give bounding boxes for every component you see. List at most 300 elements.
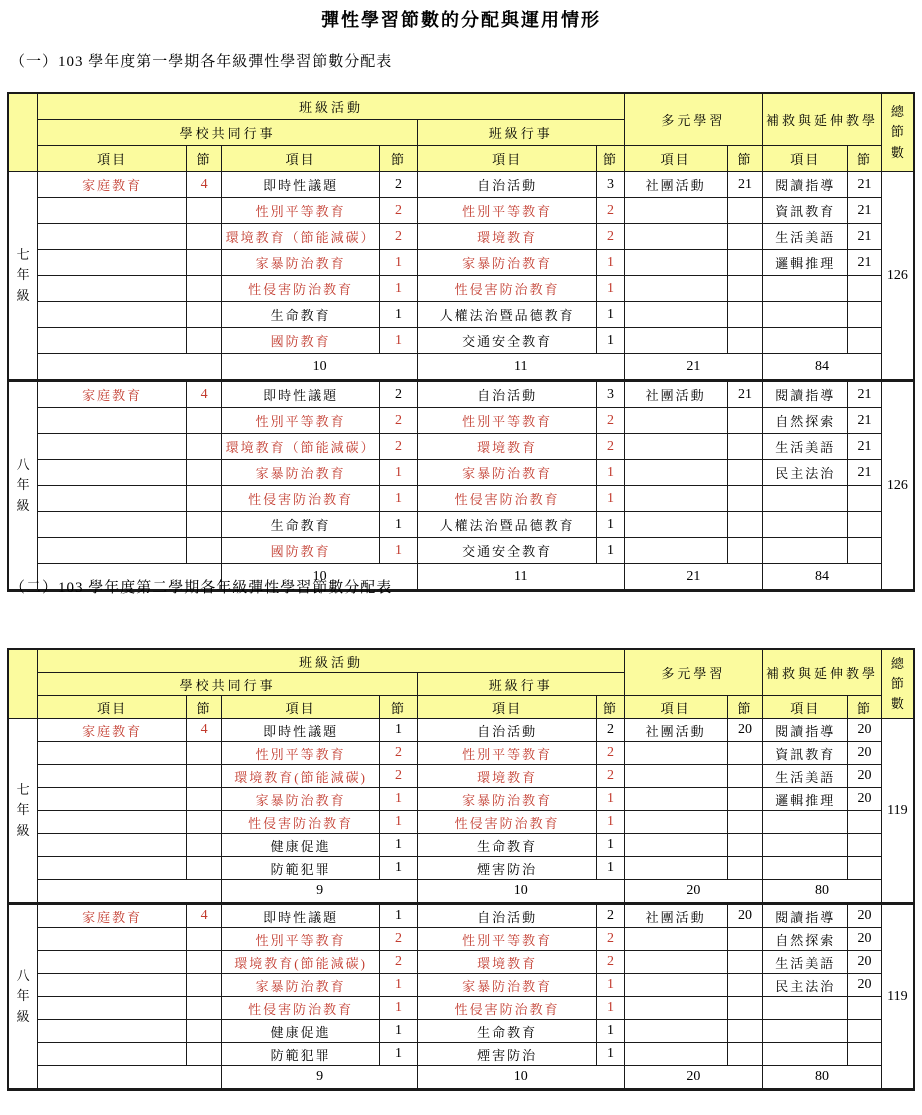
header-periods: 節 [186,696,221,719]
periods-cell: 2 [597,742,624,765]
periods-cell: 20 [848,742,882,765]
periods-cell [848,538,882,564]
header-periods: 節 [727,696,762,719]
periods-cell [848,328,882,354]
item-cell: 防範犯罪 [222,857,380,880]
periods-cell [727,460,762,486]
item-cell: 家暴防治教育 [417,250,596,276]
item-cell [763,486,848,512]
item-cell [763,997,848,1020]
item-cell: 家暴防治教育 [222,250,380,276]
periods-cell [727,928,762,951]
item-cell: 邏輯推理 [763,788,848,811]
header-multi-learning: 多元學習 [624,93,763,146]
header-periods: 節 [597,696,624,719]
grade-label-text: 八年級 [16,457,30,513]
periods-cell [186,486,221,512]
item-cell [38,951,187,974]
item-cell: 性別平等教育 [417,928,596,951]
item-cell [624,198,727,224]
periods-cell: 20 [848,765,882,788]
item-cell [38,974,187,997]
item-cell: 即時性議題 [222,719,380,742]
grade-total-cell: 119 [881,719,914,904]
periods-cell [186,857,221,880]
item-cell: 人權法治暨品德教育 [417,302,596,328]
item-cell [38,198,187,224]
periods-cell [727,974,762,997]
item-cell: 家暴防治教育 [222,974,380,997]
item-cell: 生命教育 [417,1020,596,1043]
header-periods: 節 [597,146,624,172]
periods-cell: 1 [597,276,624,302]
periods-cell: 20 [848,904,882,928]
header-total-periods [881,649,914,719]
item-cell: 自治活動 [417,172,596,198]
periods-cell [186,951,221,974]
item-cell [38,302,187,328]
periods-cell [186,811,221,834]
allocation-table-semester-2 [7,648,915,1091]
item-cell: 家庭教育 [38,381,187,408]
periods-cell: 1 [379,250,417,276]
item-cell [624,538,727,564]
periods-cell: 1 [597,512,624,538]
periods-cell: 1 [379,276,417,302]
periods-cell: 2 [597,719,624,742]
item-cell [38,834,187,857]
item-cell: 資訊教育 [763,198,848,224]
periods-cell: 2 [379,951,417,974]
periods-cell [186,834,221,857]
periods-cell: 1 [379,302,417,328]
item-cell: 即時性議題 [222,172,380,198]
item-cell [38,1043,187,1066]
item-cell [38,857,187,880]
periods-cell [727,224,762,250]
item-cell [763,1020,848,1043]
periods-cell: 2 [597,408,624,434]
item-cell: 性別平等教育 [222,742,380,765]
item-cell [624,434,727,460]
item-cell [624,486,727,512]
header-item: 項目 [222,696,380,719]
item-cell [624,997,727,1020]
item-cell: 環境教育(節能減碳) [222,951,380,974]
subtotal-cell: 80 [763,1066,882,1090]
header-class-affairs: 班級行事 [417,673,624,696]
periods-cell: 2 [597,928,624,951]
header-periods: 節 [848,146,882,172]
periods-cell [727,1043,762,1066]
item-cell: 家暴防治教育 [417,460,596,486]
periods-cell [727,811,762,834]
item-cell: 生活美語 [763,224,848,250]
periods-cell [727,250,762,276]
periods-cell [186,742,221,765]
periods-cell: 2 [379,381,417,408]
item-cell [38,765,187,788]
item-cell: 自治活動 [417,719,596,742]
subtotal-cell: 21 [624,354,763,381]
item-cell: 家暴防治教育 [222,460,380,486]
periods-cell: 1 [379,997,417,1020]
header-item: 項目 [417,146,596,172]
item-cell: 性侵害防治教育 [222,276,380,302]
periods-cell [848,276,882,302]
periods-cell [186,198,221,224]
grade-label [8,172,38,381]
item-cell [38,408,187,434]
periods-cell: 21 [848,198,882,224]
item-cell [624,408,727,434]
item-cell [763,811,848,834]
subtotal-cell: 21 [624,564,763,591]
periods-cell [848,486,882,512]
subtotal-cell: 80 [763,880,882,904]
header-item: 項目 [624,146,727,172]
item-cell: 自治活動 [417,381,596,408]
periods-cell: 3 [597,381,624,408]
periods-cell: 1 [597,811,624,834]
item-cell [624,250,727,276]
periods-cell: 2 [379,434,417,460]
periods-cell: 2 [597,198,624,224]
item-cell [624,512,727,538]
periods-cell: 4 [186,381,221,408]
periods-cell [848,1043,882,1066]
header-total-periods-text: 總節數 [890,104,904,160]
periods-cell [727,276,762,302]
periods-cell: 2 [597,224,624,250]
periods-cell: 1 [597,974,624,997]
periods-cell: 21 [848,460,882,486]
item-cell: 環境教育 [417,434,596,460]
header-item: 項目 [38,146,187,172]
header-remedial-extended: 補救與延伸教學 [763,93,882,146]
subtotal-cell: 10 [222,564,418,591]
item-cell [624,302,727,328]
periods-cell [727,486,762,512]
item-cell [38,460,187,486]
periods-cell: 1 [379,834,417,857]
periods-cell: 2 [597,765,624,788]
periods-cell [186,224,221,250]
item-cell [38,811,187,834]
periods-cell: 1 [379,974,417,997]
header-total-periods [881,93,914,172]
item-cell [624,788,727,811]
grade-label [8,904,38,1090]
item-cell [624,742,727,765]
item-cell [624,834,727,857]
item-cell [38,788,187,811]
item-cell [624,811,727,834]
periods-cell: 2 [379,765,417,788]
periods-cell: 20 [848,974,882,997]
periods-cell [186,1020,221,1043]
periods-cell [186,460,221,486]
periods-cell: 1 [597,1020,624,1043]
periods-cell [727,834,762,857]
header-total-periods-text: 總節數 [890,655,904,712]
item-cell: 閱讀指導 [763,381,848,408]
item-cell [624,974,727,997]
item-cell [763,276,848,302]
header-periods: 節 [379,696,417,719]
header-class-activity: 班級活動 [38,649,624,673]
header-item: 項目 [763,696,848,719]
header-item: 項目 [38,696,187,719]
periods-cell: 4 [186,172,221,198]
subtotal-cell: 84 [763,354,882,381]
periods-cell: 2 [379,742,417,765]
header-class-activity: 班級活動 [38,93,624,120]
periods-cell: 1 [379,719,417,742]
item-cell [624,328,727,354]
periods-cell [727,408,762,434]
periods-cell: 1 [597,460,624,486]
periods-cell [186,408,221,434]
item-cell [38,434,187,460]
item-cell: 閱讀指導 [763,719,848,742]
item-cell: 環境教育 [417,224,596,250]
item-cell [763,1043,848,1066]
item-cell: 人權法治暨品德教育 [417,512,596,538]
periods-cell: 21 [848,172,882,198]
item-cell: 性別平等教育 [417,408,596,434]
periods-cell: 1 [379,811,417,834]
subtotal-cell: 84 [763,564,882,591]
periods-cell: 1 [597,486,624,512]
periods-cell [848,834,882,857]
item-cell: 生命教育 [222,302,380,328]
periods-cell: 1 [597,302,624,328]
header-periods: 節 [727,146,762,172]
page-title: 彈性學習節數的分配與運用情形 [321,10,601,30]
item-cell: 健康促進 [222,1020,380,1043]
item-cell [38,250,187,276]
corner-cell [8,649,38,719]
item-cell [763,538,848,564]
periods-cell [727,997,762,1020]
periods-cell: 1 [379,328,417,354]
periods-cell [727,538,762,564]
item-cell: 性侵害防治教育 [417,276,596,302]
periods-cell: 1 [379,904,417,928]
periods-cell: 2 [379,198,417,224]
corner-cell [8,93,38,172]
grade-total-cell: 126 [881,381,914,591]
item-cell [624,928,727,951]
item-cell: 煙害防治 [417,857,596,880]
item-cell: 邏輯推理 [763,250,848,276]
subtotal-cell: 9 [222,1066,418,1090]
periods-cell: 1 [597,328,624,354]
item-cell: 健康促進 [222,834,380,857]
item-cell: 家庭教育 [38,172,187,198]
subtotal-cell: 11 [417,564,624,591]
periods-cell [727,302,762,328]
periods-cell [727,765,762,788]
item-cell: 家暴防治教育 [417,974,596,997]
header-item: 項目 [222,146,380,172]
periods-cell: 2 [379,224,417,250]
section-1-label: （一）103 學年度第一學期各年級彈性學習節數分配表 [10,54,393,70]
item-cell: 家庭教育 [38,904,187,928]
periods-cell: 21 [848,408,882,434]
item-cell: 國防教育 [222,538,380,564]
item-cell: 生活美語 [763,765,848,788]
item-cell: 性侵害防治教育 [222,486,380,512]
grade-total-cell: 126 [881,172,914,381]
item-cell: 生命教育 [417,834,596,857]
header-periods: 節 [848,696,882,719]
item-cell: 性侵害防治教育 [417,997,596,1020]
periods-cell: 2 [379,928,417,951]
item-cell [763,512,848,538]
item-cell: 環境教育（節能減碳） [222,434,380,460]
item-cell: 國防教育 [222,328,380,354]
item-cell: 自然探索 [763,928,848,951]
subtotal-cell: 10 [417,1066,624,1090]
periods-cell [848,857,882,880]
allocation-table-semester-1 [7,92,915,592]
item-cell: 社團活動 [624,904,727,928]
item-cell [763,328,848,354]
periods-cell [186,1043,221,1066]
item-cell: 性別平等教育 [222,198,380,224]
periods-cell: 1 [597,997,624,1020]
periods-cell: 1 [597,538,624,564]
periods-cell: 21 [727,381,762,408]
periods-cell [727,512,762,538]
header-item: 項目 [624,696,727,719]
periods-cell: 20 [727,904,762,928]
periods-cell [186,788,221,811]
item-cell [38,486,187,512]
item-cell: 即時性議題 [222,904,380,928]
item-cell [38,997,187,1020]
subtotal-spacer [38,880,222,904]
periods-cell: 20 [848,788,882,811]
item-cell: 性侵害防治教育 [417,486,596,512]
periods-cell [186,538,221,564]
periods-cell: 1 [379,857,417,880]
periods-cell: 21 [848,434,882,460]
periods-cell [186,276,221,302]
header-school-common: 學校共同行事 [38,120,418,146]
periods-cell [186,328,221,354]
item-cell [624,224,727,250]
item-cell [624,951,727,974]
item-cell [763,302,848,328]
header-periods: 節 [379,146,417,172]
item-cell: 性侵害防治教育 [222,997,380,1020]
periods-cell: 1 [597,250,624,276]
item-cell [624,765,727,788]
periods-cell: 1 [379,1020,417,1043]
periods-cell: 4 [186,719,221,742]
periods-cell: 21 [848,250,882,276]
grade-total-cell: 119 [881,904,914,1090]
item-cell: 性別平等教育 [222,408,380,434]
item-cell: 性侵害防治教育 [417,811,596,834]
periods-cell: 4 [186,904,221,928]
periods-cell: 1 [379,486,417,512]
item-cell [38,276,187,302]
periods-cell: 20 [727,719,762,742]
periods-cell [186,928,221,951]
periods-cell [186,765,221,788]
grade-label-text: 七年級 [16,247,30,303]
item-cell [624,460,727,486]
subtotal-cell: 20 [624,880,763,904]
periods-cell [727,742,762,765]
periods-cell: 20 [848,951,882,974]
periods-cell: 1 [597,788,624,811]
periods-cell [727,328,762,354]
item-cell: 性別平等教育 [417,742,596,765]
periods-cell [727,1020,762,1043]
periods-cell: 2 [597,434,624,460]
periods-cell [186,974,221,997]
item-cell [624,857,727,880]
header-periods: 節 [186,146,221,172]
item-cell [38,928,187,951]
periods-cell: 2 [379,172,417,198]
item-cell: 環境教育(節能減碳) [222,765,380,788]
periods-cell: 3 [597,172,624,198]
periods-cell: 2 [597,951,624,974]
item-cell: 生活美語 [763,434,848,460]
periods-cell [848,811,882,834]
item-cell: 煙害防治 [417,1043,596,1066]
periods-cell [727,788,762,811]
item-cell: 環境教育（節能減碳） [222,224,380,250]
item-cell: 家暴防治教育 [417,788,596,811]
periods-cell: 20 [848,928,882,951]
item-cell [624,276,727,302]
header-item: 項目 [763,146,848,172]
periods-cell: 1 [379,512,417,538]
header-class-affairs: 班級行事 [417,120,624,146]
item-cell: 環境教育 [417,765,596,788]
item-cell: 社團活動 [624,381,727,408]
item-cell [38,328,187,354]
item-cell: 社團活動 [624,719,727,742]
periods-cell [186,434,221,460]
item-cell: 生命教育 [222,512,380,538]
periods-cell [848,512,882,538]
subtotal-cell: 10 [222,354,418,381]
periods-cell: 1 [597,1043,624,1066]
item-cell [38,512,187,538]
item-cell: 家暴防治教育 [222,788,380,811]
item-cell: 環境教育 [417,951,596,974]
grade-label [8,719,38,904]
item-cell: 閱讀指導 [763,172,848,198]
periods-cell [186,302,221,328]
item-cell: 資訊教育 [763,742,848,765]
periods-cell: 1 [379,538,417,564]
item-cell: 生活美語 [763,951,848,974]
subtotal-spacer [38,354,222,381]
item-cell: 家庭教育 [38,719,187,742]
periods-cell [727,434,762,460]
periods-cell: 1 [379,460,417,486]
item-cell [763,857,848,880]
